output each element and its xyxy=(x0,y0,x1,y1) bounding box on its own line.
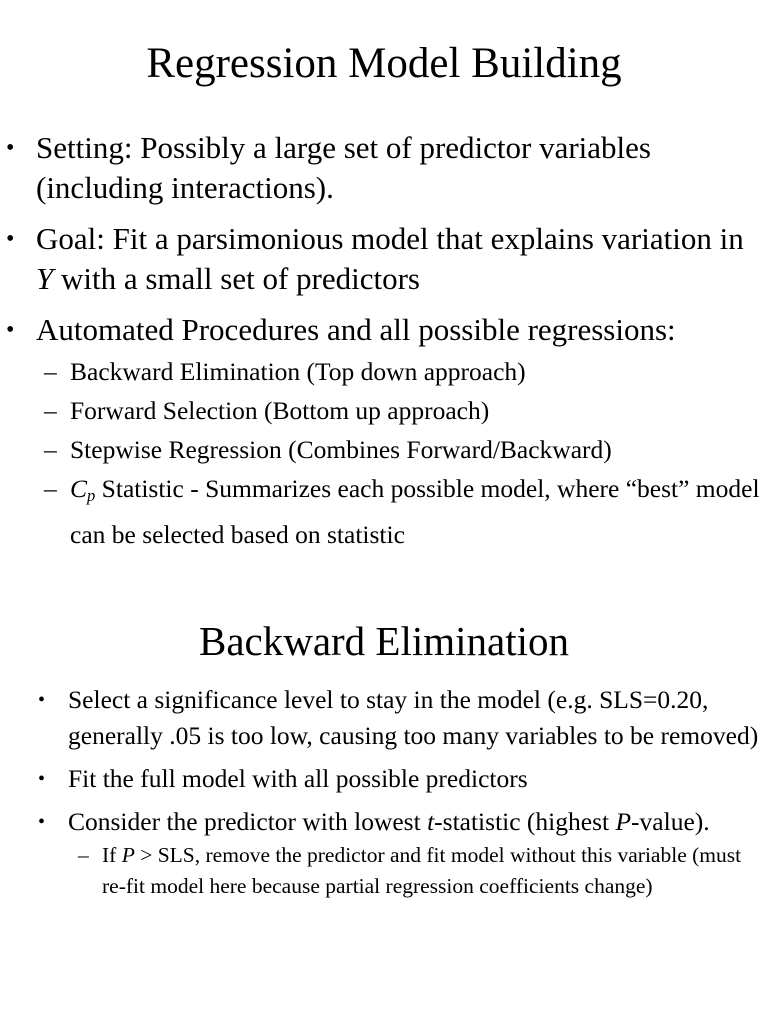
bullet-item xyxy=(0,310,768,554)
slide-title: Regression Model Building xyxy=(146,40,622,87)
bullet-icon: • xyxy=(38,689,46,711)
sub-item-text: If P > SLS, remove the predictor and fit model without this variable (must re-fit model here because partial regression coefficients change) xyxy=(102,843,742,898)
bullet-icon: • xyxy=(38,768,46,790)
bullet-text: Setting: Possibly a large set of predictor variables (including interactions). xyxy=(36,130,651,205)
bullet-item xyxy=(0,128,768,208)
slide-backward-elimination xyxy=(0,580,768,1024)
bullet-text: Select a significance level to stay in the model (e.g. SLS=0.20, generally .05 is too low, causing too many variables to be removed) xyxy=(68,685,759,750)
dash-icon: – xyxy=(78,843,89,867)
sub-item-text: Forward Selection (Bottom up approach) xyxy=(70,396,490,425)
bullet-text: Automated Procedures and all possible regressions: xyxy=(36,312,676,347)
sub-item xyxy=(0,352,768,391)
bullet-icon: • xyxy=(38,811,46,833)
bullet-item xyxy=(0,804,768,901)
variable-p: P xyxy=(615,807,632,836)
variable-y: Y xyxy=(36,261,54,296)
sub-item xyxy=(0,469,768,554)
sub-list xyxy=(0,840,768,901)
bullet-text: Fit the full model with all possible predictors xyxy=(68,764,528,793)
variable-t: t xyxy=(427,807,435,836)
sub-item xyxy=(0,430,768,469)
bullet-text: Consider the predictor with lowest t-statistic (highest P-value). xyxy=(68,807,710,836)
bullet-icon: • xyxy=(6,317,15,343)
sub-item-text: Backward Elimination (Top down approach) xyxy=(70,357,526,386)
bullet-icon: • xyxy=(6,226,15,252)
bullet-item xyxy=(0,682,768,754)
bullet-list xyxy=(0,128,768,565)
sub-item xyxy=(0,391,768,430)
sub-item-text: Stepwise Regression (Combines Forward/Backward) xyxy=(70,435,612,464)
subscript-p: p xyxy=(87,486,96,506)
bullet-text: Goal: Fit a parsimonious model that explains variation in Y with a small set of predictors xyxy=(36,221,744,296)
bullet-item xyxy=(0,219,768,299)
dash-icon: – xyxy=(44,357,57,386)
sub-item xyxy=(0,840,768,901)
bullet-icon: • xyxy=(6,135,15,161)
slide-title: Backward Elimination xyxy=(198,618,570,664)
variable-p: P xyxy=(121,843,135,867)
dash-icon: – xyxy=(44,435,57,464)
bullet-list xyxy=(0,682,768,908)
sub-item-text: $C_p$ Statistic - Summarizes each possible model, where “best” model can be selected based on statistic xyxy=(70,474,760,550)
dash-icon: – xyxy=(44,474,57,503)
sub-list xyxy=(36,352,768,554)
dash-icon: – xyxy=(44,396,57,425)
bullet-item xyxy=(0,761,768,797)
variable-c: C xyxy=(70,474,88,503)
